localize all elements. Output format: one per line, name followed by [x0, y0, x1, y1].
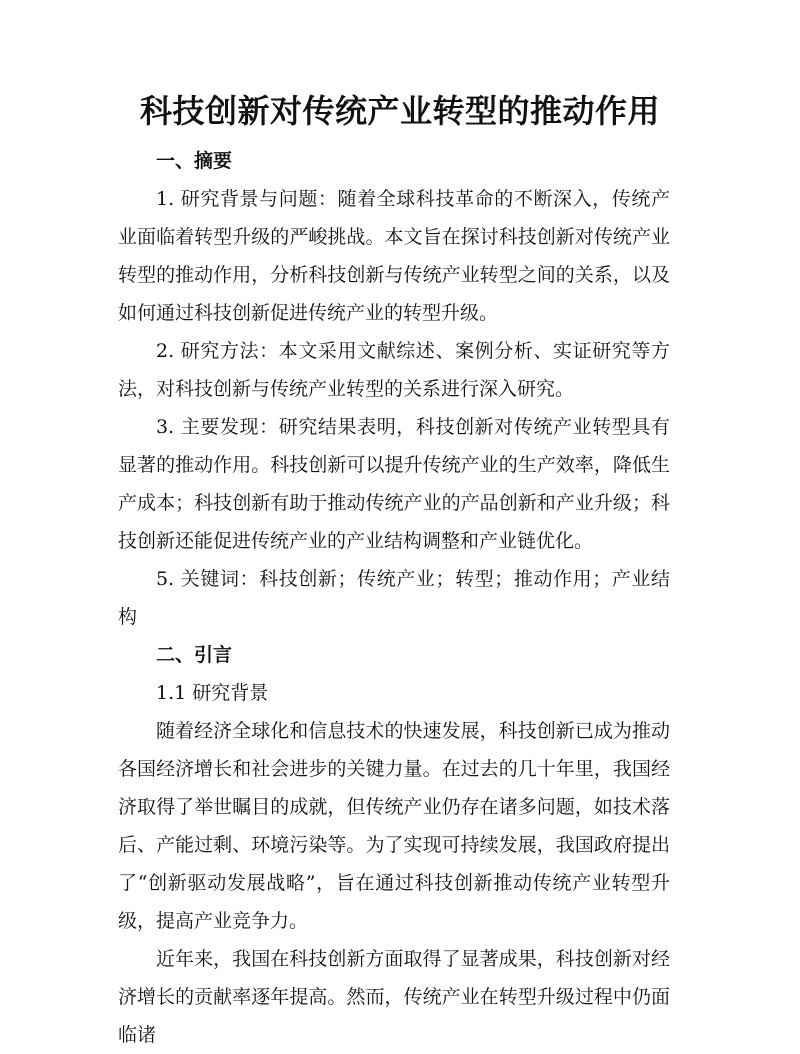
- section-heading-abstract: 一、摘要: [156, 150, 233, 172]
- subsection-heading-background: 1.1 研究背景: [156, 682, 269, 704]
- introduction-paragraph-1: 随着经济全球化和信息技术的快速发展，科技创新已成为推动各国经济增长和社会进步的关键力量。在过去的几十年里，我国经济取得了举世瞩目的成就，但传统产业仍存在诸多问题，如技术落后、产能过剩、环境污染等。为了实现可持续发展，我国政府提出了“创新驱动发展战略”，旨在通过科技创新推动传统产业转型升级，提高产业竞争力。: [118, 720, 670, 932]
- document-body: [118, 142, 670, 1054]
- abstract-paragraph-keywords: 5. 关键词：科技创新；传统产业；转型；推动作用；产业结构: [118, 568, 670, 628]
- introduction-paragraph-2: 近年来，我国在科技创新方面取得了显著成果，科技创新对经济增长的贡献率逐年提高。然而，传统产业在转型升级过程中仍面临诸: [118, 948, 670, 1046]
- document-title: 科技创新对传统产业转型的推动作用: [139, 92, 660, 130]
- section-heading-introduction: 二、引言: [156, 644, 233, 666]
- abstract-paragraph-method: 2. 研究方法：本文采用文献综述、案例分析、实证研究等方法，对科技创新与传统产业转型的关系进行深入研究。: [118, 340, 670, 400]
- abstract-paragraph-findings: 3. 主要发现：研究结果表明，科技创新对传统产业转型具有显著的推动作用。科技创新可以提升传统产业的生产效率，降低生产成本；科技创新有助于推动传统产业的产品创新和产业升级；科技创新还能促进传统产业的产业结构调整和产业链优化。: [118, 416, 670, 552]
- abstract-paragraph-background: 1. 研究背景与问题：随着全球科技革命的不断深入，传统产业面临着转型升级的严峻挑战。本文旨在探讨科技创新对传统产业转型的推动作用，分析科技创新与传统产业转型之间的关系，以及如何通过科技创新促进传统产业的转型升级。: [118, 188, 670, 324]
